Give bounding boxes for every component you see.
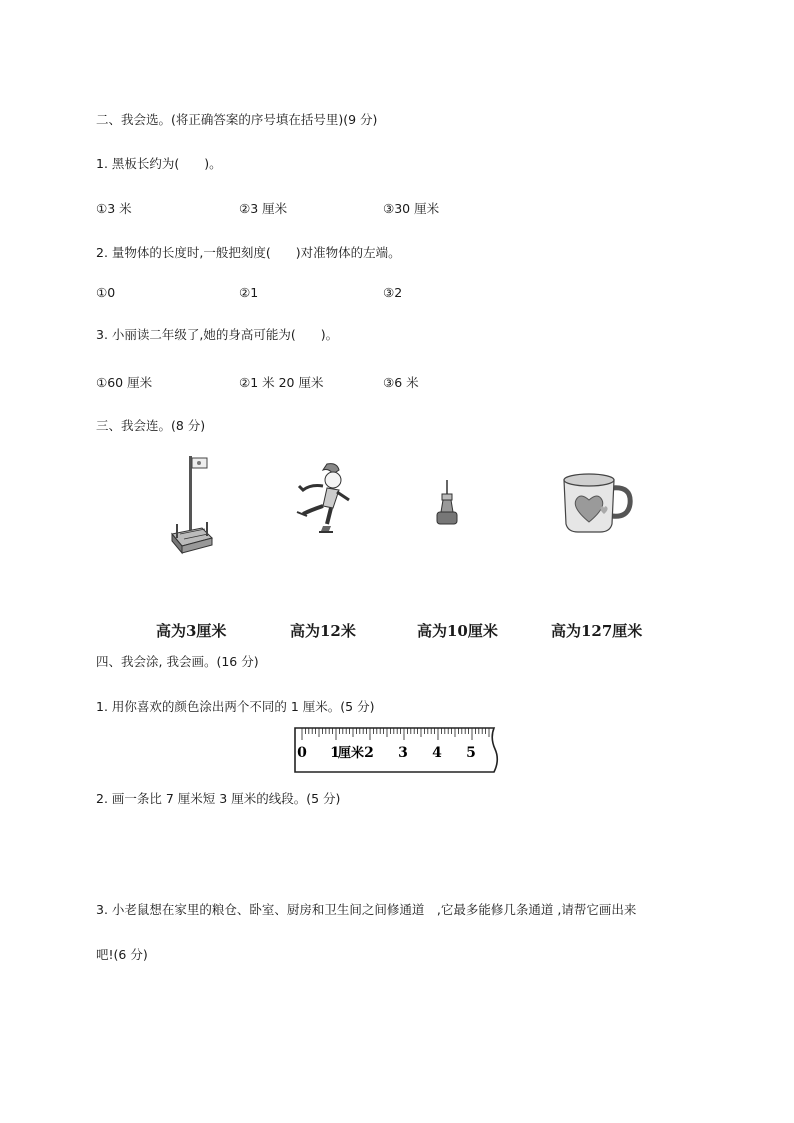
ruler-number-1: 1 <box>330 745 340 761</box>
question-1-option-3: ③30 厘米 <box>383 201 440 216</box>
flagpole-picture <box>168 454 214 558</box>
section-4-question-2: 2. 画一条比 7 厘米短 3 厘米的线段。(5 分) <box>96 791 341 806</box>
caption-127cm: 高为127厘米 <box>551 622 643 640</box>
ruler-unit-label: 厘米 <box>337 746 365 761</box>
ice-skater-picture <box>293 462 355 542</box>
ruler-number-0: 0 <box>297 745 307 761</box>
question-1-option-2: ②3 厘米 <box>239 201 288 216</box>
ruler-number-3: 3 <box>398 745 408 761</box>
ruler-number-5: 5 <box>466 745 476 761</box>
question-3-stem: 3. 小丽读二年级了,她的身高可能为( )。 <box>96 327 339 342</box>
section-3-heading: 三、我会连。(8 分) <box>96 418 206 433</box>
heart-mug-picture <box>560 470 634 534</box>
section-2-heading: 二、我会选。(将正确答案的序号填在括号里)(9 分) <box>96 112 378 127</box>
section-4-question-1: 1. 用你喜欢的颜色涂出两个不同的 1 厘米。(5 分) <box>96 699 375 714</box>
caption-10cm: 高为10厘米 <box>417 622 498 640</box>
pushpin-picture <box>433 478 463 530</box>
question-3-option-3: ③6 米 <box>383 375 419 390</box>
ruler <box>294 727 500 775</box>
question-3-option-1: ①60 厘米 <box>96 375 153 390</box>
question-1-stem: 1. 黑板长约为( )。 <box>96 156 222 171</box>
question-3-option-2: ②1 米 20 厘米 <box>239 375 324 390</box>
section-4-heading: 四、我会涂, 我会画。(16 分) <box>96 654 259 669</box>
ruler-number-2: 2 <box>364 745 374 761</box>
question-1-option-1: ①3 米 <box>96 201 132 216</box>
question-2-option-1: ①0 <box>96 285 116 300</box>
caption-12m: 高为12米 <box>290 622 356 640</box>
ruler-number-4: 4 <box>432 745 442 761</box>
question-2-option-2: ②1 <box>239 285 259 300</box>
section-4-question-3-line-1: 3. 小老鼠想在家里的粮仓、卧室、厨房和卫生间之间修通道 ,它最多能修几条通道 ,请帮它画出来 <box>96 902 637 917</box>
question-2-stem: 2. 量物体的长度时,一般把刻度( )对准物体的左端。 <box>96 245 401 260</box>
caption-3cm: 高为3厘米 <box>156 622 227 640</box>
section-4-question-3-line-2: 吧!(6 分) <box>96 947 148 962</box>
question-2-option-3: ③2 <box>383 285 403 300</box>
